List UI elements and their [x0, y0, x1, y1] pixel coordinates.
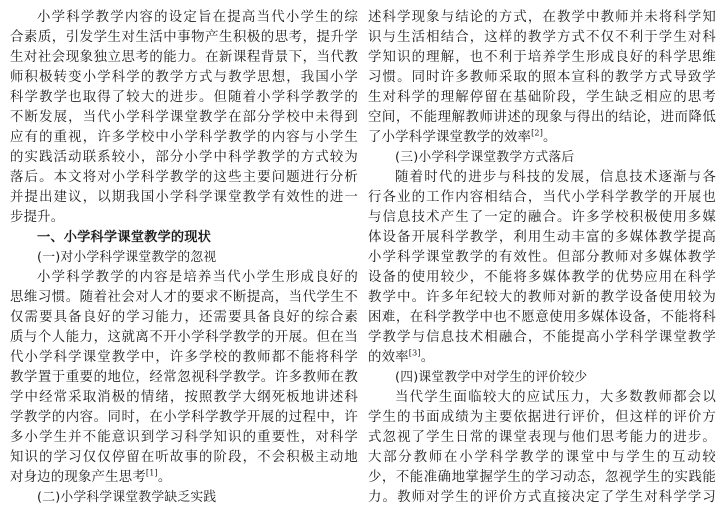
line-text: 少，不能准确地掌握学生的学习动态，忽视学生的实践能	[368, 470, 716, 485]
line-text: (四)课堂教学中对学生的评价较少	[395, 370, 588, 385]
line-text: 行各业的工作内容相结合，当代小学科学教学的开展也	[368, 190, 716, 205]
text-line	[368, 486, 716, 510]
line-text: 合素质，引发学生对生活中事物产生积极的思考，提升学	[10, 30, 358, 45]
line-text: 对身边的现象产生思考	[10, 470, 146, 485]
line-text: 体设备开展科学教学，利用生动丰富的多媒体教学提高	[368, 230, 716, 245]
line-text: 应有的重视，许多学校中小学科学教学的内容与小学生	[10, 130, 358, 145]
line-text: 力。教师对学生的评价方式直接决定了学生对科学学习	[368, 490, 716, 505]
line-text: 知识的学习仅仅停留在听故事的阶段，不会积极主动地	[10, 450, 358, 465]
line-text: 不断发展，当代小学科学课堂教学在部分学校中未得到	[10, 110, 358, 125]
line-text: 习惯。同时许多教师采取的照本宣科的教学方式导致学	[368, 70, 716, 85]
line-text: 步提升。	[10, 210, 65, 225]
line-text: 代小学科学课堂教学中，许多学校的教师都不能将科学	[10, 350, 358, 365]
line-text: 师积极转变小学科学的教学方式与教学思想，我国小学	[10, 70, 358, 85]
line-text: 多小学生并不能意识到学习科学知识的重要性，对科学	[10, 430, 358, 445]
line-text: 生对科学的理解停留在基础阶段，学生缺乏相应的思考	[368, 90, 716, 105]
line-text: 质与个人能力，这就离不开小学科学教学的开展。但在当	[10, 330, 358, 345]
line-text: 设备的使用较少，不能将多媒体教学的优势应用在科学	[368, 270, 716, 285]
line-text: 落后。本文将对小学科学教学的这些主要问题进行分析	[10, 170, 358, 185]
line-text: 仅需要具备良好的学习能力，还需要具备良好的综合素	[10, 310, 358, 325]
line-text: 。	[157, 470, 172, 485]
citation-ref: [3]	[408, 348, 421, 358]
line-text: 困难，在科学教学中也不愿意使用多媒体设备，不能将科	[368, 310, 716, 325]
line-text: 。	[420, 350, 435, 365]
line-text: 小学科学教学内容的设定旨在提高当代小学生的综	[37, 10, 358, 25]
line-text: 空间，不能理解教师讲述的现象与得出的结论，进而降低	[368, 110, 716, 125]
line-text: 识与生活相结合，这样的教学方式不仅不利于学生对科	[368, 30, 716, 45]
line-text: 小学科学课堂教学的有效性。但部分教师对多媒体教学	[368, 250, 716, 265]
line-text: 的效率	[368, 350, 409, 365]
citation-ref: [1]	[145, 468, 158, 478]
line-text: 学教学的内容。同时，在小学科学教学开展的过程中，许	[10, 410, 358, 425]
line-text: 学中经常采取消极的情绪，按照教学大纲死板地讲述科	[10, 390, 358, 405]
line-text: 学知识的理解，也不利于培养学生形成良好的科学思维	[368, 50, 716, 65]
line-text: 小学科学教学的内容是培养当代小学生形成良好的	[37, 270, 358, 285]
citation-ref: [2]	[531, 128, 544, 138]
line-text: 生对社会现象独立思考的能力。在新课程背景下，当代教	[10, 50, 358, 65]
line-text: (三)小学科学课堂教学方式落后	[395, 150, 575, 165]
line-text: 科学教学也取得了较大的进步。但随着小学科学教学的	[10, 90, 358, 105]
line-text: 教学置于重要的地位，经常忽视科学教学。许多教师在教	[10, 370, 358, 385]
subsection-heading	[10, 486, 358, 510]
line-text: 学生的书面成绩为主要依据进行评价，但这样的评价方	[368, 410, 716, 425]
line-text: 思维习惯。随着社会对人才的要求不断提高，当代学生不	[10, 290, 358, 305]
line-text: 并提出建议，以期我国小学科学课堂教学有效性的进一	[10, 190, 358, 205]
line-text: 当代学生面临较大的应试压力，大多数教师都会以	[395, 390, 716, 405]
line-text: 随着时代的进步与科技的发展，信息技术逐渐与各	[395, 170, 716, 185]
line-text: (一)对小学科学课堂教学的忽视	[37, 250, 217, 265]
line-text: 一、小学科学课堂教学的现状	[37, 230, 212, 245]
line-text: 式忽视了学生日常的课堂表现与他们思考能力的进步。	[368, 430, 716, 445]
line-text: 与信息技术产生了一定的融合。许多学校积极使用多媒	[368, 210, 716, 225]
line-text: 述科学现象与结论的方式，在教学中教师并未将科学知	[368, 10, 716, 25]
line-text: 大部分教师在小学科学教学的课堂中与学生的互动较	[368, 450, 716, 465]
line-text: 的实践活动联系较小，部分小学中科学教学的方式较为	[10, 150, 358, 165]
line-text: 了小学科学课堂教学的效率	[368, 130, 532, 145]
line-text: 。	[543, 130, 557, 145]
line-text: 教学中。许多年纪较大的教师对新的教学设备使用较为	[368, 290, 716, 305]
line-text: (二)小学科学课堂教学缺乏实践	[37, 490, 217, 505]
line-text: 学教学与信息技术相融合，不能提高小学科学课堂教学	[368, 330, 716, 345]
